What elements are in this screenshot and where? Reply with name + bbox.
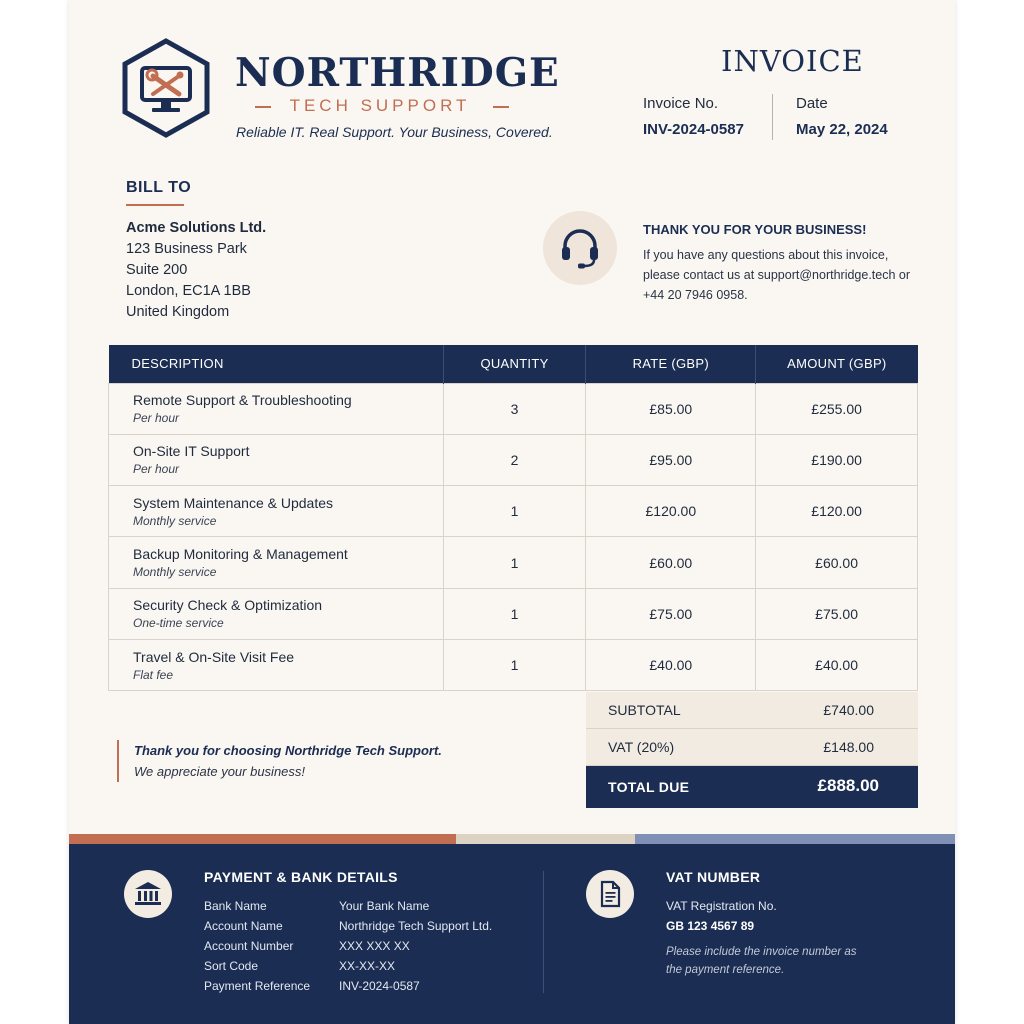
item-amount: £120.00 — [756, 486, 918, 537]
invoice-title: INVOICE — [721, 44, 864, 78]
bill-to-address — [126, 218, 266, 323]
item-rate: £75.00 — [586, 588, 756, 639]
invoice-date-label: Date — [796, 95, 828, 112]
item-name: Backup Monitoring & Management — [133, 546, 348, 563]
address-line: London, EC1A 1BB — [126, 283, 251, 299]
item-note: One-time service — [133, 616, 224, 631]
payment-key: Sort Code — [204, 959, 259, 973]
payment-key: Bank Name — [204, 899, 267, 913]
subtotal-row — [586, 692, 918, 729]
logo-icon — [121, 38, 211, 138]
table-row — [109, 434, 918, 485]
subtotal-value: £740.00 — [823, 702, 874, 718]
document-icon — [586, 870, 634, 918]
closing-line-1: Thank you for choosing Northridge Tech Support. — [134, 743, 442, 758]
item-note: Monthly service — [133, 513, 217, 528]
stripe-sand — [456, 834, 635, 844]
item-quantity: 1 — [443, 537, 586, 588]
total-due-label: TOTAL DUE — [608, 779, 690, 795]
payment-row — [204, 896, 492, 916]
brand-tagline: Reliable IT. Real Support. Your Business, Covered. — [236, 124, 553, 140]
item-quantity: 2 — [443, 434, 586, 485]
payment-value: INV-2024-0587 — [339, 979, 420, 993]
headset-icon — [543, 211, 617, 285]
column-header-rate: RATE (GBP) — [586, 345, 756, 383]
payment-reference-note: Please include the invoice number as the payment reference. — [666, 946, 857, 976]
line-items-table — [108, 345, 918, 691]
item-name: Security Check & Optimization — [133, 597, 323, 614]
vat-label: VAT (20%) — [608, 739, 675, 755]
vat-registration-number: GB 123 4567 89 — [666, 919, 755, 933]
table-row — [109, 588, 918, 639]
table-row — [109, 639, 918, 690]
thanks-title: THANK YOU FOR YOUR BUSINESS! — [643, 222, 867, 237]
brand-name: NORTHRIDGE — [235, 50, 560, 96]
table-row — [109, 486, 918, 537]
item-quantity: 1 — [443, 486, 586, 537]
item-rate: £95.00 — [586, 434, 756, 485]
payment-value: Your Bank Name — [339, 899, 430, 913]
payment-key: Payment Reference — [204, 979, 311, 993]
table-header-row — [109, 345, 918, 383]
item-quantity: 1 — [443, 588, 586, 639]
stripe-blue — [635, 834, 955, 844]
thanks-body: If you have any questions about this invoice, please contact us at support@northridge.tech or +44 20 7946 0958. — [643, 248, 911, 302]
invoice-date: May 22, 2024 — [796, 121, 888, 138]
bank-icon — [124, 870, 172, 918]
brand-subtitle-text: TECH SUPPORT — [289, 96, 471, 115]
item-amount: £60.00 — [756, 537, 918, 588]
item-rate: £40.00 — [586, 639, 756, 690]
table-row — [109, 383, 918, 434]
item-name: Remote Support & Troubleshooting — [133, 392, 352, 409]
payment-row — [204, 956, 492, 976]
payment-details — [204, 896, 492, 996]
item-name: Travel & On-Site Visit Fee — [133, 648, 295, 665]
item-name: On-Site IT Support — [133, 443, 250, 460]
payment-row — [204, 916, 492, 936]
stripe-accent — [69, 834, 456, 844]
payment-key: Account Name — [204, 919, 283, 933]
invoice-page — [69, 0, 955, 1024]
payment-row — [204, 976, 492, 996]
item-description — [109, 434, 444, 485]
item-amount: £190.00 — [756, 434, 918, 485]
payment-value: XX-XX-XX — [339, 959, 396, 973]
item-name: System Maintenance & Updates — [133, 494, 333, 511]
bill-to-heading: BILL TO — [126, 179, 192, 196]
total-due-value: £888.00 — [817, 776, 879, 795]
item-note: Per hour — [133, 411, 180, 426]
column-header-quantity: QUANTITY — [443, 345, 586, 383]
payment-value: Northridge Tech Support Ltd. — [339, 919, 493, 933]
item-note: Per hour — [133, 462, 180, 477]
total-due-row — [586, 766, 918, 808]
address-line: Suite 200 — [126, 262, 188, 278]
item-amount: £75.00 — [756, 588, 918, 639]
item-quantity: 1 — [443, 639, 586, 690]
closing-note — [117, 740, 442, 782]
invoice-number: INV-2024-0587 — [643, 121, 744, 138]
vat-value: £148.00 — [823, 739, 874, 755]
table-row — [109, 537, 918, 588]
item-rate: £120.00 — [586, 486, 756, 537]
subtotal-label: SUBTOTAL — [608, 702, 681, 718]
item-note: Flat fee — [133, 667, 174, 682]
item-description — [109, 383, 444, 434]
footer-divider — [543, 871, 544, 993]
item-rate: £85.00 — [586, 383, 756, 434]
item-description — [109, 639, 444, 690]
item-description — [109, 486, 444, 537]
closing-line-2: We appreciate your business! — [134, 764, 306, 779]
payment-key: Account Number — [204, 939, 294, 953]
address-line: 123 Business Park — [126, 241, 247, 257]
meta-divider — [772, 94, 773, 140]
footer — [69, 844, 955, 1024]
column-header-amount: AMOUNT (GBP) — [756, 345, 918, 383]
vat-title: VAT NUMBER — [666, 869, 761, 885]
item-quantity: 3 — [443, 383, 586, 434]
invoice-number-label: Invoice No. — [643, 95, 719, 112]
bill-to-underline — [126, 204, 184, 206]
payment-value: XXX XXX XX — [339, 939, 410, 953]
payment-row — [204, 936, 492, 956]
item-rate: £60.00 — [586, 537, 756, 588]
item-amount: £255.00 — [756, 383, 918, 434]
payment-title: PAYMENT & BANK DETAILS — [204, 869, 398, 885]
item-description — [109, 537, 444, 588]
vat-row — [586, 729, 918, 766]
item-description — [109, 588, 444, 639]
vat-registration — [666, 896, 777, 936]
column-header-description: DESCRIPTION — [109, 345, 444, 383]
item-note: Monthly service — [133, 565, 217, 580]
address-line: United Kingdom — [126, 304, 230, 320]
vat-registration-label: VAT Registration No. — [666, 899, 777, 913]
brand-subtitle — [257, 96, 503, 116]
item-amount: £40.00 — [756, 639, 918, 690]
bill-to-company: Acme Solutions Ltd. — [126, 220, 267, 236]
